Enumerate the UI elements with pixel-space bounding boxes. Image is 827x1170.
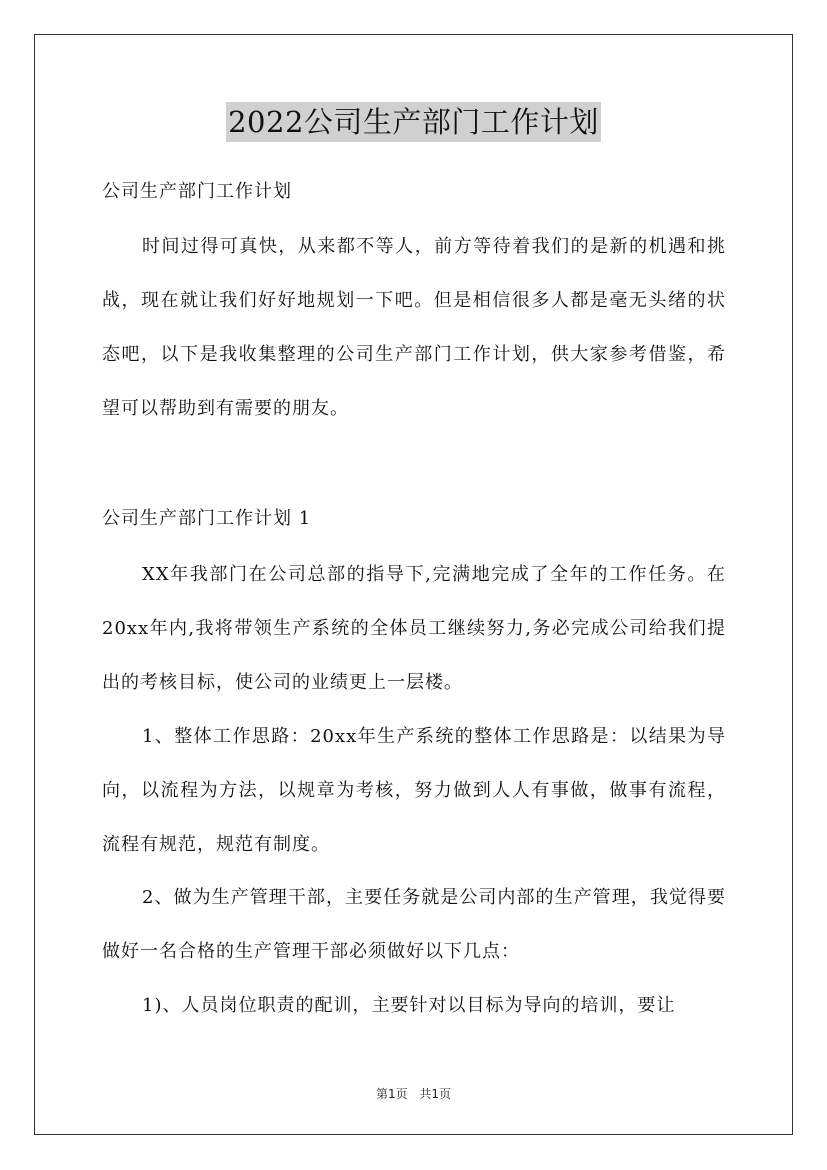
intro-paragraph: 时间过得可真快，从来都不等人，前方等待着我们的是新的机遇和挑战，现在就让我们好好地规划一下吧。但是相信很多人都是毫无头绪的状态吧，以下是我收集整理的公司生产部门工作计划，供大家参考借鉴，希望可以帮助到有需要的朋友。 (102, 236, 726, 419)
section-paragraph-2: 1、整体工作思路：20xx年生产系统的整体工作思路是：以结果为导向，以流程为方法，以规章为考核，努力做到人人有事做，做事有流程，流程有规范，规范有制度。 (102, 726, 726, 855)
section-heading: 公司生产部门工作计划 1 (102, 508, 312, 529)
document-title: 2022公司生产部门工作计划 (226, 102, 601, 142)
title-container (0, 102, 827, 142)
page-number-total: 共1页 (419, 1087, 452, 1101)
intro-heading: 公司生产部门工作计划 (102, 181, 292, 202)
section-paragraph-3: 2、做为生产管理干部，主要任务就是公司内部的生产管理，我觉得要做好一名合格的生产管理干部必须做好以下几点： (102, 887, 726, 962)
page-footer (0, 1085, 827, 1102)
section-paragraph-4: 1)、人员岗位职责的配训，主要针对以目标为导向的培训，要让 (142, 995, 676, 1016)
page-number-current: 第1页 (375, 1087, 408, 1101)
section-paragraph-1: XX年我部门在公司总部的指导下,完满地完成了全年的工作任务。在20xx年内,我将带领生产系统的全体员工继续努力,务必完成公司给我们提出的考核目标，使公司的业绩更上一层楼。 (102, 564, 726, 693)
